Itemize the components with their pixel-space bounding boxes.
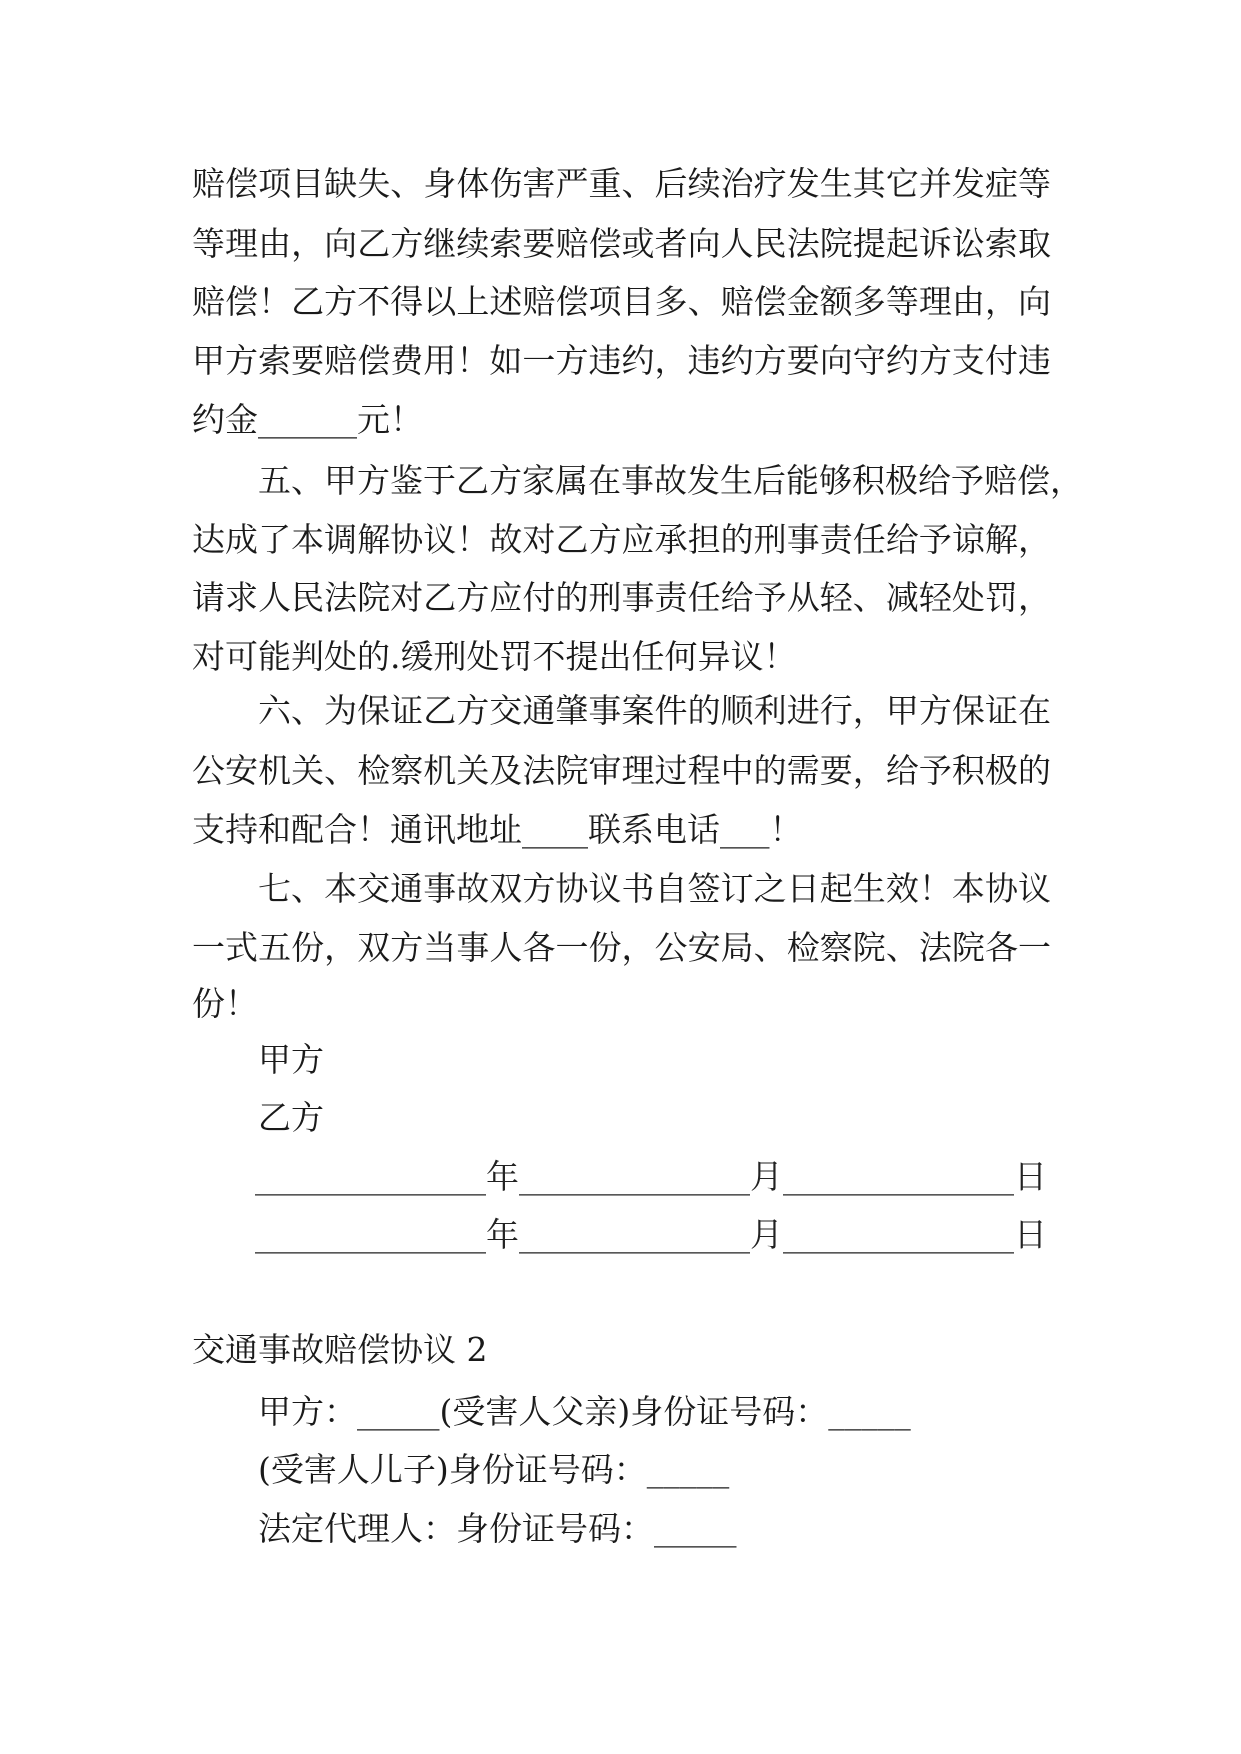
paragraph-line: 达成了本调解协议！故对乙方应承担的刑事责任给予谅解， bbox=[192, 520, 1051, 559]
paragraph-line: 赔偿！乙方不得以上述赔偿项目多、赔偿金额多等理由，向 bbox=[192, 282, 1051, 321]
paragraph-line: 七、本交通事故双方协议书自签订之日起生效！本协议 bbox=[258, 869, 1051, 908]
paragraph-line: 甲方索要赔偿费用！如一方违约，违约方要向守约方支付违 bbox=[192, 341, 1051, 380]
party-b-signature: 乙方 bbox=[258, 1098, 324, 1137]
paragraph-line: 约金______元！ bbox=[192, 400, 423, 439]
party-a-signature: 甲方 bbox=[258, 1040, 324, 1079]
son-id-line: (受害人儿子)身份证号码：_____ bbox=[258, 1450, 730, 1489]
party-a-id-line: 甲方：_____(受害人父亲)身份证号码：_____ bbox=[258, 1392, 911, 1431]
paragraph-line: 赔偿项目缺失、身体伤害严重、后续治疗发生其它并发症等 bbox=[192, 164, 1051, 203]
paragraph-line: 五、甲方鉴于乙方家属在事故发生后能够积极给予赔偿， bbox=[258, 461, 1083, 500]
section-title: 交通事故赔偿协议 2 bbox=[192, 1330, 488, 1369]
paragraph-line: 等理由，向乙方继续索要赔偿或者向人民法院提起诉讼索取 bbox=[192, 224, 1051, 263]
paragraph-line: 请求人民法院对乙方应付的刑事责任给予从轻、减轻处罚， bbox=[192, 578, 1051, 617]
paragraph-line: 支持和配合！通讯地址____联系电话___！ bbox=[192, 810, 803, 849]
paragraph-line: 份！ bbox=[192, 984, 258, 1023]
paragraph-line: 六、为保证乙方交通肇事案件的顺利进行，甲方保证在 bbox=[258, 691, 1051, 730]
paragraph-line: 公安机关、检察机关及法院审理过程中的需要，给予积极的 bbox=[192, 751, 1051, 790]
paragraph-line: 一式五份，双方当事人各一份，公安局、检察院、法院各一 bbox=[192, 928, 1051, 967]
paragraph-line: 对可能判处的.缓刑处罚不提出任何异议！ bbox=[192, 637, 797, 676]
signature-date-field: ______________年______________月______________日 bbox=[255, 1215, 1047, 1254]
legal-representative-id-line: 法定代理人：身份证号码：_____ bbox=[258, 1509, 737, 1548]
signature-date-field: ______________年______________月______________日 bbox=[255, 1157, 1047, 1196]
